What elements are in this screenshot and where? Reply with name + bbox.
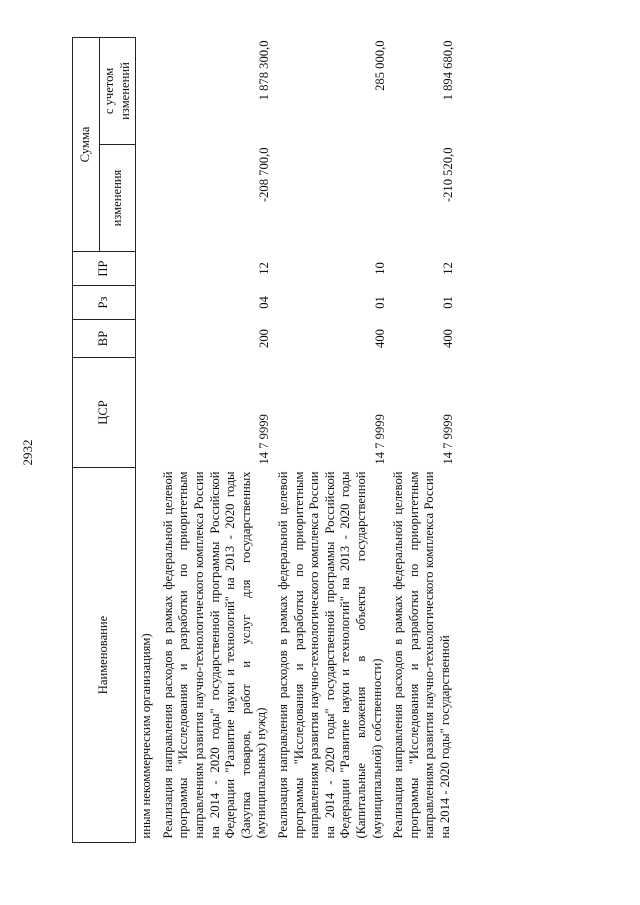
row-change [273,145,388,252]
row-rz [136,286,158,320]
row-change: -210 520,0 [440,147,455,203]
page-number: 2932 [20,439,35,466]
header-name: Наименование [73,468,136,843]
table-row [273,37,388,842]
row-total: 1 878 300,0 [257,40,272,101]
row-pr [136,252,158,286]
header-sum: Сумма [73,37,100,251]
table-header [73,37,136,842]
row-total: 285 000,0 [372,40,387,91]
header-pr: ПР [73,252,136,286]
row-total: 1 894 680,0 [440,40,455,101]
row-rz: 01 [372,296,387,309]
row-change: -208 700,0 [257,147,272,203]
row-rz: 01 [440,296,455,309]
row-name: Реализация направления расходов в рамках федеральной целевой программы "Исследования и разработки по приоритетным направлениям развития научно-технологического комплекса России на 2014 - 2020 годы" государственной программы Российской Федерации "Развитие науки и технологий" на 2013 - 2020 годы (Закупка товаров, работ и услуг для государственных (муниципальных) нужд) [160,471,269,839]
header-with-changes: с учетом изменений [100,37,136,144]
header-csr: ЦСР [73,358,136,468]
row-vr: 200 [257,329,272,348]
header-change: изменения [100,145,136,252]
row-change [136,145,158,252]
row-name: Реализация направления расходов в рамках федеральной целевой программы "Исследования и разработки по приоритетным направлениям развития научно-технологического комплекса России на 2014 - 2020 годы" государственной [391,471,452,839]
table-row [158,37,273,842]
row-pr: 10 [372,262,387,275]
row-name: иным некоммерческим организациям) [139,633,154,839]
row-pr: 12 [440,262,455,275]
row-vr: 400 [440,329,455,348]
table-row [136,37,158,842]
row-csr: 14 7 9999 [440,414,455,465]
table-row [388,37,456,842]
row-csr [136,358,158,468]
row-vr: 400 [372,329,387,348]
header-vr: ВР [73,320,136,358]
row-csr: 14 7 9999 [372,414,387,465]
budget-table [72,37,456,843]
row-rz: 04 [257,296,272,309]
row-vr [136,320,158,358]
row-name: Реализация направления расходов в рамках федеральной целевой программы "Исследования и разработки по приоритетным направлениям развития научно-технологического комплекса России на 2014 - 2020 годы" государственной программы Российской Федерации "Развитие науки и технологий" на 2013 - 2020 годы (Капитальные вложения в объекты государственной (муниципальной) собственности) [275,471,384,839]
row-total [136,37,158,144]
row-csr: 14 7 9999 [257,414,272,465]
header-rz: Рз [73,286,136,320]
row-pr: 12 [257,262,272,275]
